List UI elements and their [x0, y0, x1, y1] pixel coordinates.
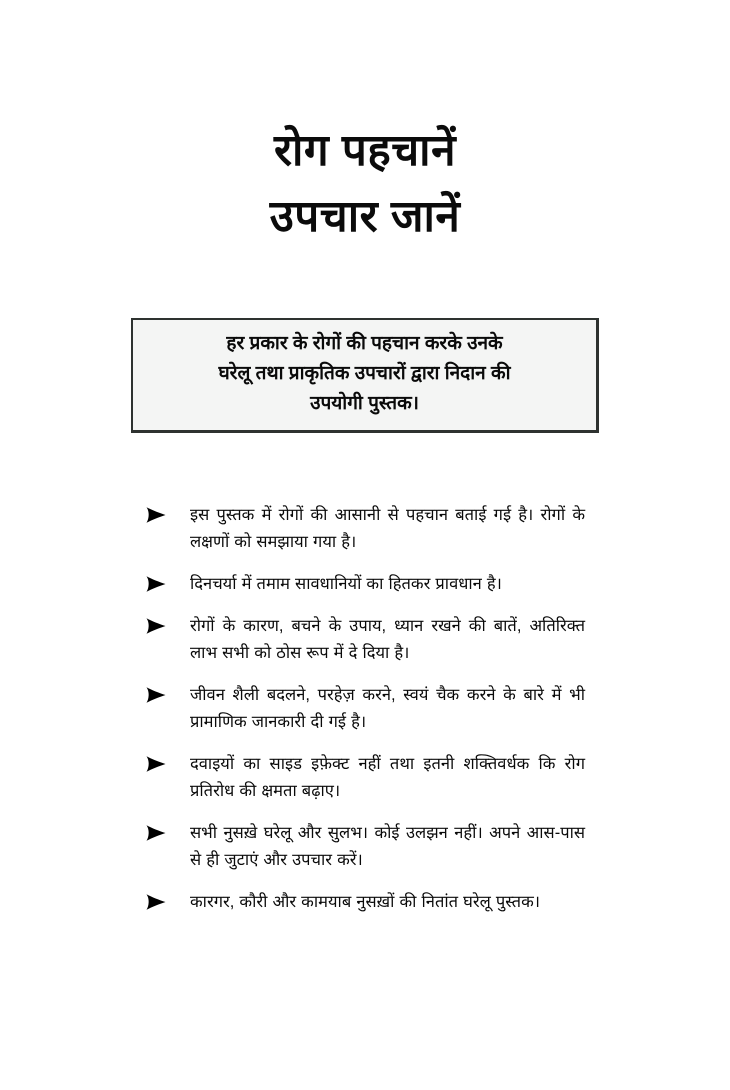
- title-line-1: रोग पहचानें: [273, 126, 456, 175]
- list-item: [145, 751, 585, 805]
- list-item-text: रोगों के कारण, बचने के उपाय, ध्यान रखने की बातें, अतिरिक्त लाभ सभी को ठोस रूप में दे दिया है।: [190, 617, 585, 662]
- title-line-2: उपचार जानें: [269, 192, 461, 241]
- list-item-text: जीवन शैली बदलने, परहेज़ करने, स्वयं चैक करने के बारे में भी प्रामाणिक जानकारी दी गई है।: [190, 686, 585, 731]
- arrowhead-right-icon: [145, 824, 167, 844]
- arrowhead-right-icon: [145, 686, 167, 706]
- list-item: [145, 820, 585, 874]
- arrowhead-right-icon: [145, 506, 167, 526]
- arrowhead-right-icon: [145, 893, 167, 913]
- list-item: [145, 682, 585, 736]
- list-item-text: कारगर, कौरी और कामयाब नुसख़ों की नितांत घरेलू पुस्तक।: [190, 893, 541, 911]
- list-item: [145, 889, 585, 916]
- subtitle-line-2: घरेलू तथा प्राकृतिक उपचारों द्वारा निदान की: [218, 363, 511, 384]
- list-item: [145, 502, 585, 556]
- arrowhead-right-icon: [145, 755, 167, 775]
- feature-list: [145, 502, 585, 916]
- page-title: [0, 118, 730, 250]
- list-item-text: दिनचर्या में तमाम सावधानियों का हितकर प्रावधान है।: [190, 575, 502, 593]
- subtitle-line-3: उपयोगी पुस्तक।: [310, 393, 419, 414]
- list-item-text: सभी नुसख़े घरेलू और सुलभ। कोई उलझन नहीं। अपने आस-पास से ही जुटाएं और उपचार करें।: [190, 824, 585, 869]
- subtitle-box: [131, 318, 599, 433]
- list-item: [145, 571, 585, 598]
- arrowhead-right-icon: [145, 575, 167, 595]
- arrowhead-right-icon: [145, 617, 167, 637]
- list-item-text: दवाइयों का साइड इफ़ेक्ट नहीं तथा इतनी शक्तिवर्धक कि रोग प्रतिरोध की क्षमता बढ़ाए।: [190, 755, 585, 800]
- subtitle-line-1: हर प्रकार के रोगों की पहचान करके उनके: [226, 333, 503, 354]
- list-item-text: इस पुस्तक में रोगों की आसानी से पहचान बताई गई है। रोगों के लक्षणों को समझाया गया है।: [190, 506, 585, 551]
- list-item: [145, 613, 585, 667]
